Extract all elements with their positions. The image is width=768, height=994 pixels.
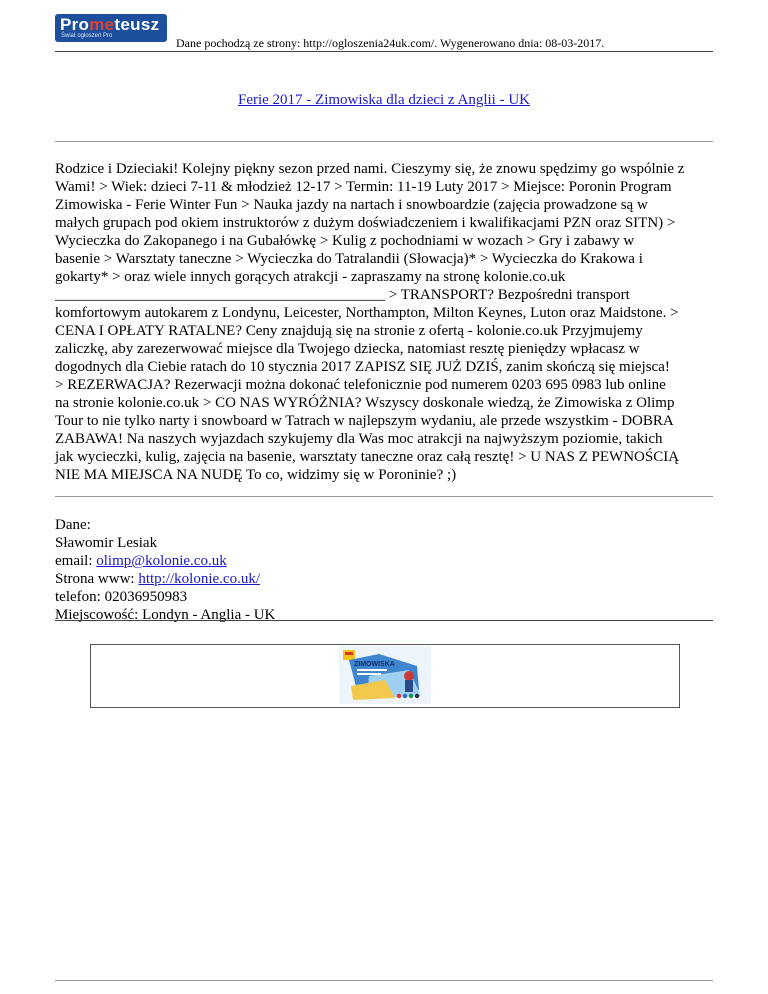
listing-title [0, 92, 768, 109]
description-line: gokarty* > oraz wiele innych gorących atrakcji - zapraszamy na stronę kolonie.co.uk [55, 269, 566, 285]
description-line: ZABAWA! Na naszych wyjazdach szykujemy dla Was moc atrakcji na najwyższym poziomie, takich [55, 431, 663, 447]
description-line: Wycieczka do Zakopanego i na Gubałówkę > Kulig z pochodniami w wozach > Gry i zabawy w [55, 233, 635, 249]
listing-title-link[interactable]: Ferie 2017 - Zimowiska dla dzieci z Anglii - UK [237, 92, 531, 108]
description-line: NIE MA MIEJSCA NA NUDĘ To co, widzimy się w Poroninie? ;) [55, 467, 457, 483]
logo-wordmark: Prometeusz [60, 15, 160, 34]
source-note: Dane pochodzą ze strony: http://ogloszenia24uk.com/. Wygenerowano dnia: 08-03-2017. [176, 36, 605, 50]
contact-phone: telefon: 02036950983 [55, 589, 188, 605]
footer-divider [55, 980, 713, 981]
contact-email [55, 552, 275, 570]
contact-heading: Dane: [55, 517, 91, 533]
description-line: Wami! > Wiek: dzieci 7-11 & młodzież 12-17 > Termin: 11-19 Luty 2017 > Miejsce: Poronin Program [55, 179, 672, 195]
description-line: jak wycieczki, kulig, zajęcia na basenie, warsztaty taneczne oraz całą resztę! > U NAS Z PEWNOŚCIĄ [55, 449, 680, 465]
description-line: Tour to nie tylko narty i snowboard w Tatrach w najlepszym wydaniu, ale przede wszystkim - DOBRA [55, 413, 674, 429]
header-divider [55, 51, 713, 52]
logo-tagline: Świat ogłoszeń Pro [61, 33, 113, 39]
contact-location: Miejscowość: Londyn - Anglia - UK [55, 607, 276, 623]
description-line: komfortowym autokarem z Londynu, Leicester, Northampton, Milton Keynes, Luton oraz Maidstone. > [55, 305, 679, 321]
prometeusz-logo [55, 14, 167, 42]
description-line: dogodnych dla Ciebie ratach do 10 stycznia 2017 ZAPISZ SIĘ JUŻ DZIŚ, zanim skończą się miejsca! [55, 359, 670, 375]
website-label: Strona www: [55, 571, 139, 587]
divider [55, 141, 713, 142]
description-line: basenie > Warsztaty taneczne > Wycieczka do Tatralandii (Słowacja)* > Wycieczka do Krakowa i [55, 251, 643, 267]
contact-name: Sławomir Lesiak [55, 535, 158, 551]
listing-description [55, 160, 715, 484]
description-line: zaliczkę, aby zarezerwować miejsce dla Twojego dziecka, natomiast resztę pieniędzy wpłacasz w [55, 341, 640, 357]
description-line: małych grupach pod okiem instruktorów z dużym doświadczeniem i kwalifikacjami PZN oraz SITN) > [55, 215, 676, 231]
listing-image[interactable] [339, 646, 431, 704]
description-line: Rodzice i Dzieciaki! Kolejny piękny sezon przed nami. Cieszymy się, że znowu spędzimy go wspólnie z [55, 161, 685, 177]
contact-section [55, 516, 275, 624]
description-line: ____________________________________________ > TRANSPORT? Bezpośredni transport [55, 287, 630, 303]
website-link[interactable]: http://kolonie.co.uk/ [138, 571, 260, 587]
email-link[interactable]: olimp@kolonie.co.uk [96, 553, 227, 569]
description-line: > REZERWACJA? Rezerwacji można dokonać telefonicznie pod numerem 0203 695 0983 lub online [55, 377, 666, 393]
description-line: na stronie kolonie.co.uk > CO NAS WYRÓŻNIA? Wszyscy doskonale wiedzą, że Zimowiska z Olimp [55, 395, 675, 411]
email-label: email: [55, 553, 97, 569]
listing-image-frame [90, 644, 680, 708]
divider [55, 496, 713, 497]
description-line: Zimowiska - Ferie Winter Fun > Nauka jazdy na nartach i snowboardzie (zajęcia prowadzone są w [55, 197, 648, 213]
contact-website [55, 570, 275, 588]
banner-title: ZIMOWISKA [354, 661, 395, 668]
description-line: CENA I OPŁATY RATALNE? Ceny znajdują się na stronie z ofertą - kolonie.co.uk Przyjmujemy [55, 323, 643, 339]
divider [55, 620, 713, 621]
